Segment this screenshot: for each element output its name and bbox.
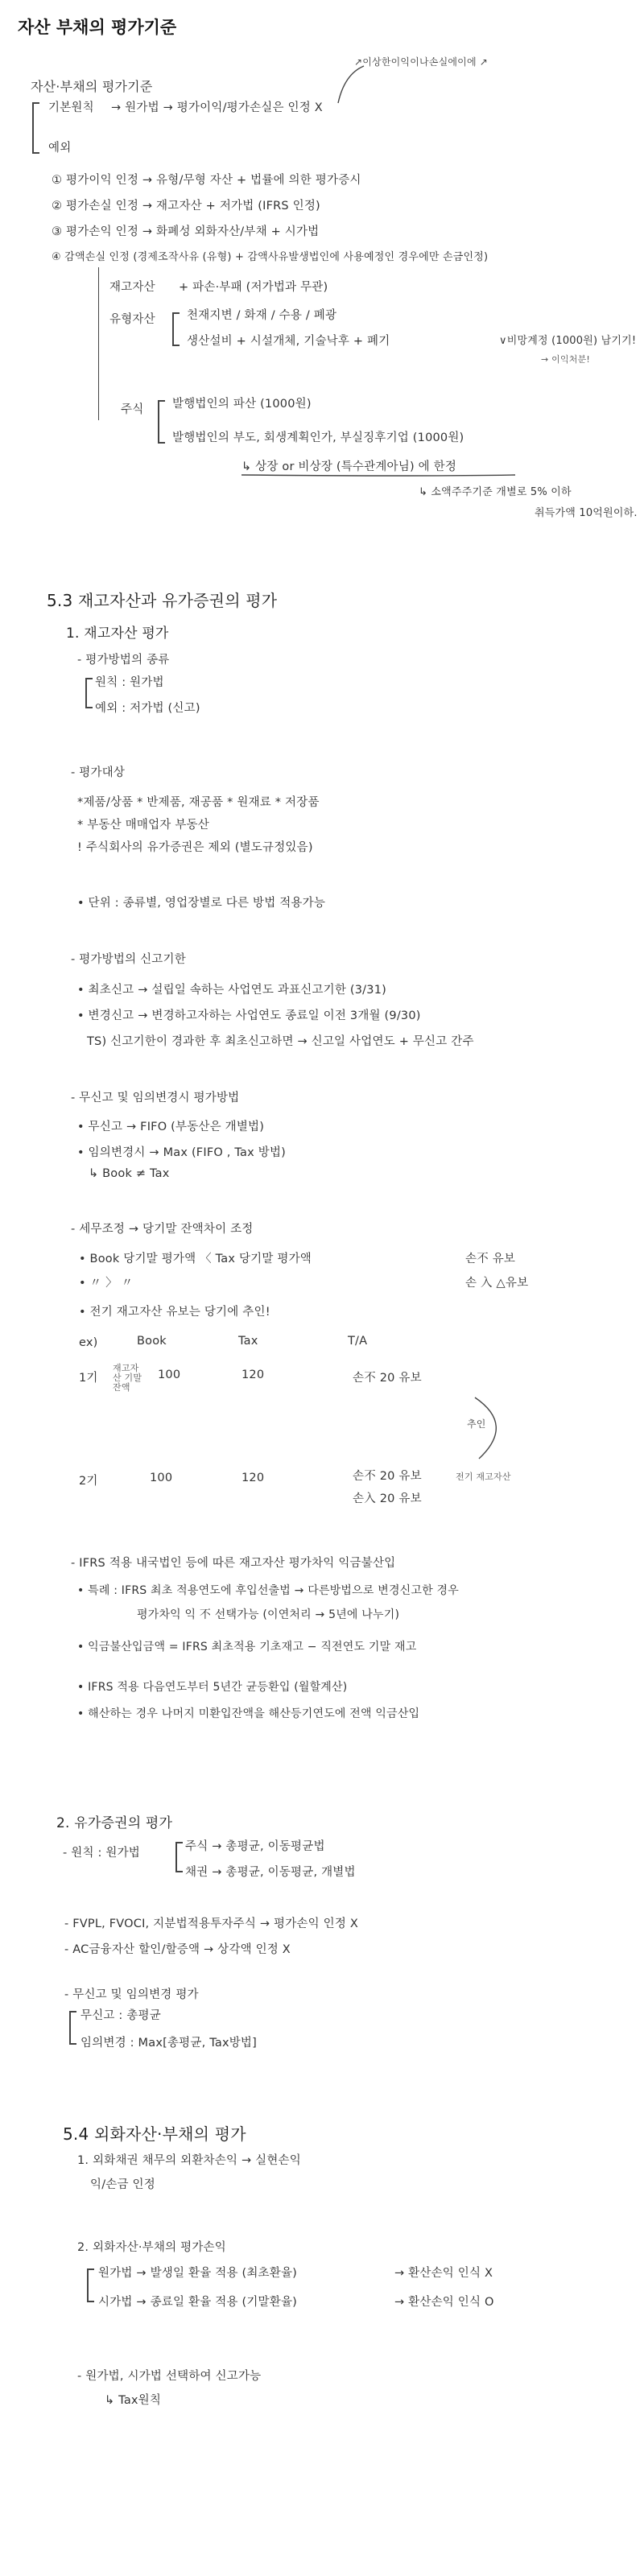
stock-label: 주식 [121, 403, 144, 416]
sec-item: 주식 → 총평균, 이동평균법 [185, 1840, 325, 1853]
table-row-note: 재고자산 기말잔액 [113, 1363, 142, 1393]
table-cell: 100 [150, 1472, 173, 1484]
fx-item: 원가법 → 발생일 환율 적용 (최초환율) [98, 2267, 298, 2280]
annotation: ↗이상한이익이나손실에이에 ↗ [354, 56, 489, 68]
report-item: TS) 신고기한이 경과한 후 최초신고하면 → 신고일 사업연도 + 무신고 간주 [87, 1035, 474, 1048]
inv-text: + 파손·부패 (저가법과 무관) [179, 281, 328, 294]
unit-line: • 단위 : 종류별, 영업장별로 다른 방법 적용가능 [77, 897, 326, 910]
exception-item: ③ 평가손익 인정 → 화폐성 외화자산/부채 + 시가법 [52, 225, 320, 238]
tang-note: → 이익처분! [541, 354, 591, 365]
basic-label: 기본원칙 [48, 101, 94, 114]
nochg-item: • 무신고 → FIFO (부동산은 개별법) [77, 1121, 265, 1133]
section-heading: 자산·부채의 평가기준 [31, 79, 153, 94]
adj-result: 손不 유보 [465, 1253, 516, 1265]
table-row-term: 2기 [79, 1475, 98, 1488]
sec-line: - FVPL, FVOCI, 지분법적용투자주식 → 평가손익 인정 X [64, 1918, 359, 1930]
fx-result: → 환산손익 인식 O [394, 2296, 494, 2309]
tang-note: ∨비망계정 (1000원) 남기기! [499, 335, 637, 347]
adj-item: • 전기 재고자산 유보는 당기에 추인! [79, 1306, 270, 1319]
table-header: T/A [348, 1335, 368, 1348]
group-label: - 무신고 및 임의변경 평가 [64, 1988, 199, 2001]
group-label: - 평가방법의 종류 [77, 654, 170, 667]
ifrs-item: • 해산하는 경우 나머지 미환입잔액을 해산등기연도에 전액 익금산입 [77, 1707, 420, 1720]
table-row-term: 1기 [79, 1372, 98, 1385]
table-cell: 100 [158, 1368, 181, 1381]
stock-item: 발행법인의 파산 (1000원) [172, 398, 312, 411]
table-cell-note: 전기 재고자산 [456, 1472, 511, 1482]
subsection-heading: 2. 외화자산·부채의 평가손익 [77, 2241, 226, 2254]
group-label: - IFRS 적용 내국법인 등에 따른 재고자산 평가차익 익금불산입 [71, 1557, 396, 1570]
fx-choice: - 원가법, 시가법 선택하여 신고가능 [77, 2370, 262, 2383]
table-cell: 손不 20 유보 [353, 1470, 422, 1483]
table-cell: 손入 20 유보 [353, 1492, 422, 1505]
table-header: Tax [238, 1335, 258, 1348]
sec-item: 무신고 : 총평균 [80, 2009, 161, 2022]
ifrs-item: • 익금불산입금액 = IFRS 최초적용 기초재고 − 직전연도 기말 재고 [77, 1641, 417, 1653]
subsection-heading: 2. 유가증권의 평가 [56, 1815, 173, 1831]
sub-item: 익/손금 인정 [90, 2178, 155, 2191]
sub-item: 1. 외화채권 채무의 외환차손익 → 실현손익 [77, 2154, 301, 2167]
tang-item: 생산설비 + 시설개체, 기술낙후 + 폐기 [187, 335, 390, 348]
ifrs-item: • 특례 : IFRS 최초 적용연도에 후입선출법 → 다른방법으로 변경신고한 경우 [77, 1584, 459, 1597]
sec-line: - AC금융자산 할인/할증액 → 상각액 인정 X [64, 1943, 291, 1956]
subsection-heading: 1. 재고자산 평가 [66, 625, 169, 642]
table-header: Book [137, 1335, 167, 1348]
exception-item: ② 평가손실 인정 → 재고자산 + 저가법 (IFRS 인정) [52, 200, 320, 213]
fx-item: 시가법 → 종료일 환율 적용 (기말환율) [98, 2296, 298, 2309]
table-row-note: 추인 [467, 1418, 486, 1430]
principle: 원칙 : 원가법 [95, 676, 164, 689]
stock-item: ↳ 소액주주기준 개별로 5% 이하 [419, 486, 572, 498]
target-item: *제품/상품 * 반제품, 재공품 * 원재료 * 저장품 [77, 796, 320, 809]
group-label: - 무신고 및 임의변경시 평가방법 [71, 1092, 240, 1104]
table-ex: ex) [79, 1336, 98, 1349]
sec-item: 임의변경 : Max[총평균, Tax방법] [80, 2037, 257, 2050]
nochg-item: • 임의변경시 → Max (FIFO , Tax 방법) [77, 1146, 287, 1159]
ifrs-item: • IFRS 적용 다음연도부터 5년간 균등환입 (월할계산) [77, 1681, 348, 1694]
table-cell: 120 [242, 1368, 265, 1381]
target-item: * 부동산 매매업자 부동산 [77, 819, 209, 832]
sec-item: 채권 → 총평균, 이동평균, 개별법 [185, 1866, 356, 1879]
table-cell: 120 [242, 1472, 265, 1484]
adj-item: • Book 당기말 평가액 〈 Tax 당기말 평가액 [79, 1253, 312, 1265]
basic-rule: → 원가법 → 평가이익/평가손실은 인정 X [111, 101, 323, 114]
report-item: • 변경신고 → 변경하고자하는 사업연도 종료일 이전 3개월 (9/30) [77, 1009, 421, 1022]
stock-item: 발행법인의 부도, 회생계획인가, 부실징후기업 (1000원) [172, 431, 464, 444]
report-item: • 최초신고 → 설립일 속하는 사업연도 과표신고기한 (3/31) [77, 984, 386, 997]
group-label: - 원칙 : 원가법 [63, 1847, 140, 1860]
group-label: - 평가방법의 신고기한 [71, 953, 186, 966]
stock-item: 취득가액 10억원이하. [535, 507, 638, 519]
section-heading: 5.4 외화자산·부채의 평가 [63, 2124, 246, 2144]
table-cell: 손不 20 유보 [353, 1372, 422, 1385]
fx-choice-sub: ↳ Tax원칙 [105, 2394, 162, 2407]
exception: 예외 : 저가법 (신고) [95, 702, 200, 715]
fx-result: → 환산손익 인식 X [394, 2267, 493, 2280]
group-label: - 세무조정 → 당기말 잔액차이 조정 [71, 1223, 254, 1236]
inv-label: 재고자산 [109, 281, 155, 294]
stock-item: ↳ 상장 or 비상장 (특수관계아님) 에 한정 [242, 460, 457, 473]
exception-label: 예외 [48, 142, 72, 155]
adj-result: 손 入 △유보 [465, 1277, 529, 1290]
exception-item: ④ 감액손실 인정 (경제조작사유 (유형) + 감액사유발생법인에 사용예정인 경우에만 손금인정) [52, 251, 489, 263]
nochg-item: ↳ Book ≠ Tax [89, 1167, 170, 1180]
tang-label: 유형자산 [109, 313, 155, 326]
group-label: - 평가대상 [71, 766, 126, 779]
exception-item: ① 평가이익 인정 → 유형/무형 자산 + 법률에 의한 평가증시 [52, 174, 361, 187]
tang-item: 천재지변 / 화재 / 수용 / 폐광 [187, 309, 337, 322]
page-title: 자산 부채의 평가기준 [18, 18, 177, 37]
adj-item: • 〃 〉 〃 [79, 1277, 134, 1290]
section-heading: 5.3 재고자산과 유가증권의 평가 [47, 591, 278, 610]
ifrs-item: 평가차익 익 不 선택가능 (이연처리 → 5년에 나누기) [137, 1608, 400, 1621]
target-item: ! 주식회사의 유가증권은 제외 (별도규정있음) [77, 841, 313, 854]
